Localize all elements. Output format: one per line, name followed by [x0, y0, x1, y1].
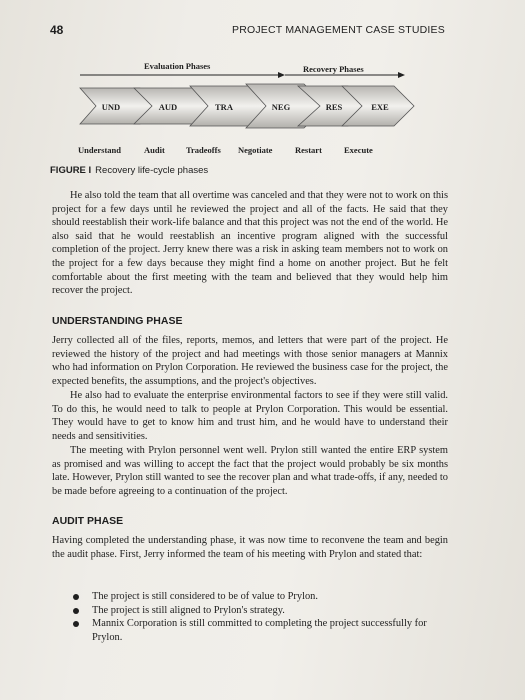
- stage-abbr-exe: EXE: [371, 102, 389, 112]
- stage-name-execute: Execute: [344, 145, 373, 155]
- stage-name-tradeoffs: Tradeoffs: [186, 145, 221, 155]
- figure-caption-text: Recovery life-cycle phases: [95, 165, 209, 176]
- stage-abbr-und: UND: [101, 102, 121, 112]
- value-bullet-list: [52, 590, 452, 644]
- bullet-item: The project is still aligned to Prylon's strategy.: [52, 604, 452, 618]
- understanding-paragraph-3: The meeting with Prylon personnel went well. Prylon still wanted the entire ERP system as promised and was willing to accept the fact that the project would probably be six months late. However, Prylon still wanted to see the recover plan and what trade-offs, if any, needed to be made before agreeing to a continuation of the project.: [52, 445, 448, 497]
- stage-name-understand: Understand: [78, 145, 121, 155]
- page-number: 48: [50, 23, 64, 37]
- understanding-paragraph-1: Jerry collected all of the files, reports, memos, and letters that were part of the project. He reviewed the history of the project and had meetings with those senior managers at Mannix who had information on Prylon Corporation. He reviewed the business case for the project, the expected benefits, the assumptions, and the project's objectives.: [52, 335, 448, 387]
- phase-group-recovery: Recovery Phases: [303, 64, 364, 74]
- bullet-item: Mannix Corporation is still committed to completing the project successfully for Prylon.: [52, 617, 452, 644]
- understanding-paragraph-2: He also had to evaluate the enterprise environmental factors to see if they were still valid. To do this, he would need to talk to people at Prylon Corporation. This would be essential. They would have to get to know him and trust him, and he would have to understand their needs and sensitivities.: [52, 390, 448, 442]
- section-heading-understanding: UNDERSTANDING PHASE: [52, 315, 183, 327]
- section-heading-audit: AUDIT PHASE: [52, 515, 124, 527]
- intro-paragraph: He also told the team that all overtime was canceled and that they were not to work on this project for a few days until he reviewed the project and all of the facts. He said that they should reestablish their work-life balance and that this project was not the end of the world. He also said that he would reestablish an incentive program aligned with the successful completion of the project. Jerry knew there was a risk in asking team members not to work on the project for a few days because they might find a home on another project. But he felt comfortable about the first meeting with the team and believed that they would help him recover the project.: [52, 190, 448, 297]
- stage-name-negotiate: Negotiate: [238, 145, 273, 155]
- bullet-dot-icon: [73, 621, 79, 627]
- bullet-dot-icon: [73, 594, 79, 600]
- stage-abbr-neg: NEG: [271, 102, 291, 112]
- running-title: PROJECT MANAGEMENT CASE STUDIES: [232, 24, 445, 36]
- stage-name-audit: Audit: [144, 145, 165, 155]
- figure-label: FIGURE I: [50, 165, 92, 176]
- bullet-item: The project is still considered to be of value to Prylon.: [52, 590, 452, 604]
- life-cycle-chevron-diagram: [78, 80, 418, 132]
- bullet-dot-icon: [73, 608, 79, 614]
- phase-group-evaluation: Evaluation Phases: [144, 61, 211, 71]
- stage-abbr-res: RES: [325, 102, 343, 112]
- stage-name-restart: Restart: [295, 145, 322, 155]
- stage-abbr-tra: TRA: [215, 102, 233, 112]
- audit-paragraph-1: Having completed the understanding phase, it was now time to reconvene the team and begin the audit phase. First, Jerry informed the team of his meeting with Prylon and stated that:: [52, 535, 448, 560]
- stage-abbr-aud: AUD: [158, 102, 178, 112]
- figure-caption: [50, 165, 208, 176]
